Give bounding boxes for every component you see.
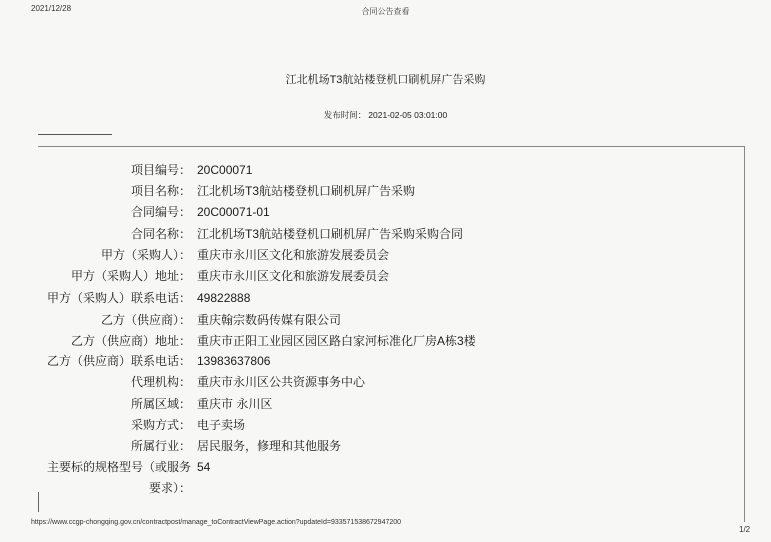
field-value: 重庆市永川区公共资源事务中心 bbox=[197, 375, 366, 389]
field-label: 主要标的规格型号（或服务 bbox=[46, 460, 191, 474]
footer-url: https://www.ccgp-chongqing.gov.cn/contractpost/manage_toContractViewPage.action?updateId=933571538672947200 bbox=[31, 519, 402, 526]
field-row bbox=[0, 415, 771, 435]
field-row bbox=[0, 181, 771, 201]
field-label: 乙方（供应商）联系电话： bbox=[46, 354, 191, 368]
field-label: 甲方（采购人）联系电话： bbox=[46, 291, 191, 305]
field-value: 居民服务，修理和其他服务 bbox=[197, 439, 342, 453]
field-row bbox=[0, 224, 771, 244]
publish-time-label: 发布时间： bbox=[323, 110, 367, 120]
field-label: 乙方（供应商）： bbox=[100, 313, 191, 327]
field-value: 电子卖场 bbox=[197, 418, 246, 432]
divider bbox=[38, 134, 112, 135]
page-number: 1/2 bbox=[739, 525, 751, 534]
field-value: 49822888 bbox=[197, 291, 251, 305]
field-value: 重庆翰宗数码传媒有限公司 bbox=[197, 313, 342, 327]
field-value: 江北机场T3航站楼登机口刷机屏广告采购 bbox=[197, 184, 416, 198]
field-value: 重庆市 永川区 bbox=[197, 397, 273, 411]
document-title: 江北机场T3航站楼登机口刷机屏广告采购 bbox=[285, 74, 486, 86]
field-label: 项目编号： bbox=[130, 163, 191, 177]
print-header-title: 合同公告查看 bbox=[361, 7, 410, 16]
field-row bbox=[0, 351, 771, 371]
field-row bbox=[0, 266, 771, 286]
field-label: 要求）： bbox=[148, 481, 191, 495]
publish-time-line bbox=[0, 109, 771, 121]
print-date: 2021/12/28 bbox=[31, 4, 72, 13]
field-label: 项目名称： bbox=[130, 184, 191, 198]
field-label: 所属区域： bbox=[130, 397, 191, 411]
field-row bbox=[0, 457, 771, 477]
field-value: 江北机场T3航站楼登机口刷机屏广告采购采购合同 bbox=[197, 227, 464, 241]
field-value: 20C00071-01 bbox=[197, 205, 270, 219]
field-label: 甲方（采购人）地址： bbox=[70, 269, 191, 283]
field-row bbox=[0, 478, 771, 498]
field-row bbox=[0, 202, 771, 222]
field-label: 合同编号： bbox=[130, 205, 191, 219]
field-value: 13983637806 bbox=[197, 354, 271, 368]
field-label: 乙方（供应商）地址： bbox=[70, 334, 191, 348]
field-value: 重庆市正阳工业园区园区路白家河标准化厂房A栋3楼 bbox=[197, 334, 476, 348]
field-label: 代理机构： bbox=[130, 375, 191, 389]
field-row bbox=[0, 394, 771, 414]
field-row bbox=[0, 372, 771, 392]
field-value: 54 bbox=[197, 460, 211, 474]
field-row bbox=[0, 160, 771, 180]
field-row bbox=[0, 245, 771, 265]
publish-time-value: 2021-02-05 03:01:00 bbox=[368, 110, 448, 120]
field-label: 甲方（采购人）： bbox=[100, 248, 191, 262]
field-value: 重庆市永川区文化和旅游发展委员会 bbox=[197, 269, 390, 283]
field-label: 所属行业： bbox=[130, 439, 191, 453]
field-label: 采购方式： bbox=[130, 418, 191, 432]
field-label: 合同名称： bbox=[130, 227, 191, 241]
field-row bbox=[0, 436, 771, 456]
field-row bbox=[0, 288, 771, 308]
field-value: 重庆市永川区文化和旅游发展委员会 bbox=[197, 248, 390, 262]
field-value: 20C00071 bbox=[197, 163, 253, 177]
field-row bbox=[0, 310, 771, 330]
field-row bbox=[0, 331, 771, 351]
